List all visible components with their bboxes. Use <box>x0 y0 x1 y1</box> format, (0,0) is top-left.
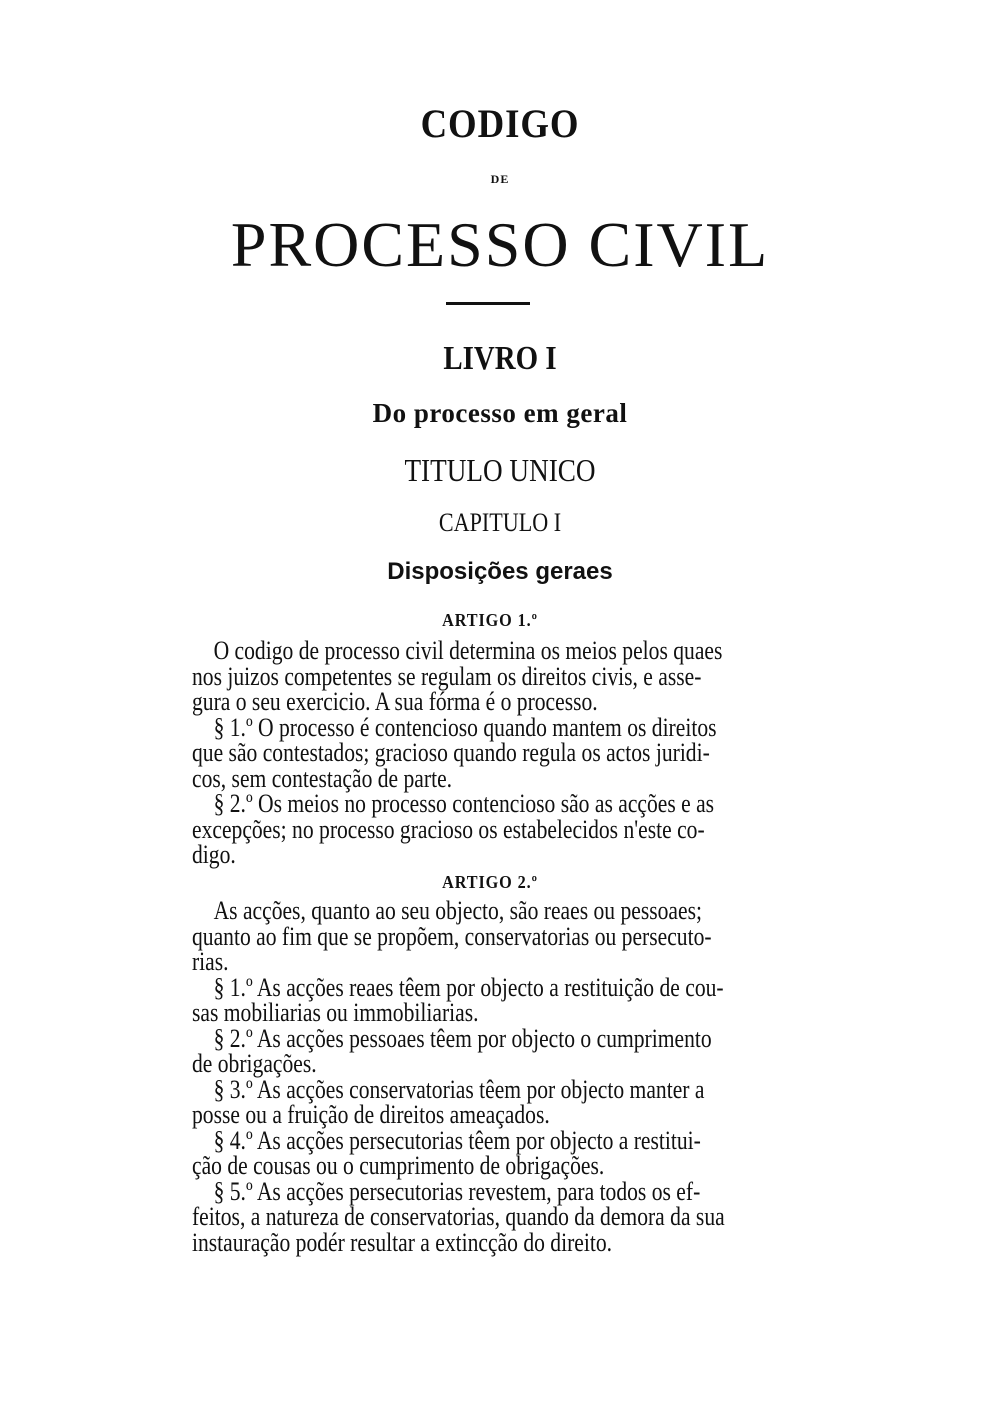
title-de: DE <box>490 172 510 186</box>
livro-subtitle: Do processo em geral <box>372 398 628 428</box>
titulo-heading: TITULO UNICO <box>404 452 596 488</box>
text-line: instauração podér resultar a extincção do direito. <box>192 1227 613 1257</box>
text-line: § 2.º As acções pessoaes têem por objecto o cumprimento <box>213 1023 712 1053</box>
text-line: O codigo de processo civil determina os meios pelos quaes <box>213 636 723 665</box>
artigo-1-body <box>192 638 814 868</box>
title-codigo: CODIGO <box>420 101 580 146</box>
text-line: sas mobiliarias ou immobiliarias. <box>192 998 479 1027</box>
text-line: feitos, a natureza de conservatorias, quando da demora da sua <box>192 1202 725 1231</box>
text-line: quanto ao fim que se propõem, conservatorias ou persecuto- <box>192 921 712 951</box>
text-line: § 1.º O processo é contencioso quando mantem os direitos <box>213 712 717 742</box>
text-line: de obrigações. <box>192 1049 317 1078</box>
text-line: nos juizos competentes se regulam os direitos civis, e asse- <box>192 661 702 691</box>
text-line: digo. <box>192 840 236 869</box>
text-line: rias. <box>192 947 229 976</box>
capitulo-heading: CAPITULO I <box>438 508 562 537</box>
text-line: que são contestados; gracioso quando regula os actos juridi- <box>192 738 710 767</box>
text-line: gura o seu exercicio. A sua fórma é o processo. <box>192 687 598 716</box>
livro-heading: LIVRO I <box>443 340 557 377</box>
artigo-1-heading: ARTIGO 1.º <box>442 610 538 630</box>
text-line: § 4.º As acções persecutorias têem por objecto a restitui- <box>213 1125 701 1155</box>
artigo-2-heading: ARTIGO 2.º <box>442 872 538 892</box>
title-divider <box>446 302 530 305</box>
text-line: § 5.º As acções persecutorias revestem, para todos os ef- <box>213 1176 701 1206</box>
text-line: § 3.º As acções conservatorias têem por objecto manter a <box>213 1074 705 1104</box>
text-line: § 2.º Os meios no processo contencioso são as acções e as <box>213 789 715 818</box>
text-line: § 1.º As acções reaes têem por objecto a restituição de cou- <box>213 972 724 1002</box>
text-line: cos, sem contestação de parte. <box>192 763 453 793</box>
text-line: posse ou a fruição de direitos ameaçados. <box>192 1100 550 1129</box>
artigo-2-body <box>192 898 814 1255</box>
title-processo-civil: PROCESSO CIVIL <box>230 209 770 280</box>
text-line: ção de cousas ou o cumprimento de obrigações. <box>192 1151 605 1180</box>
capitulo-subtitle: Disposições geraes <box>387 558 613 585</box>
text-line: As acções, quanto ao seu objecto, são reaes ou pessoaes; <box>213 896 702 925</box>
text-line: excepções; no processo gracioso os estabelecidos n'este co- <box>192 814 705 844</box>
